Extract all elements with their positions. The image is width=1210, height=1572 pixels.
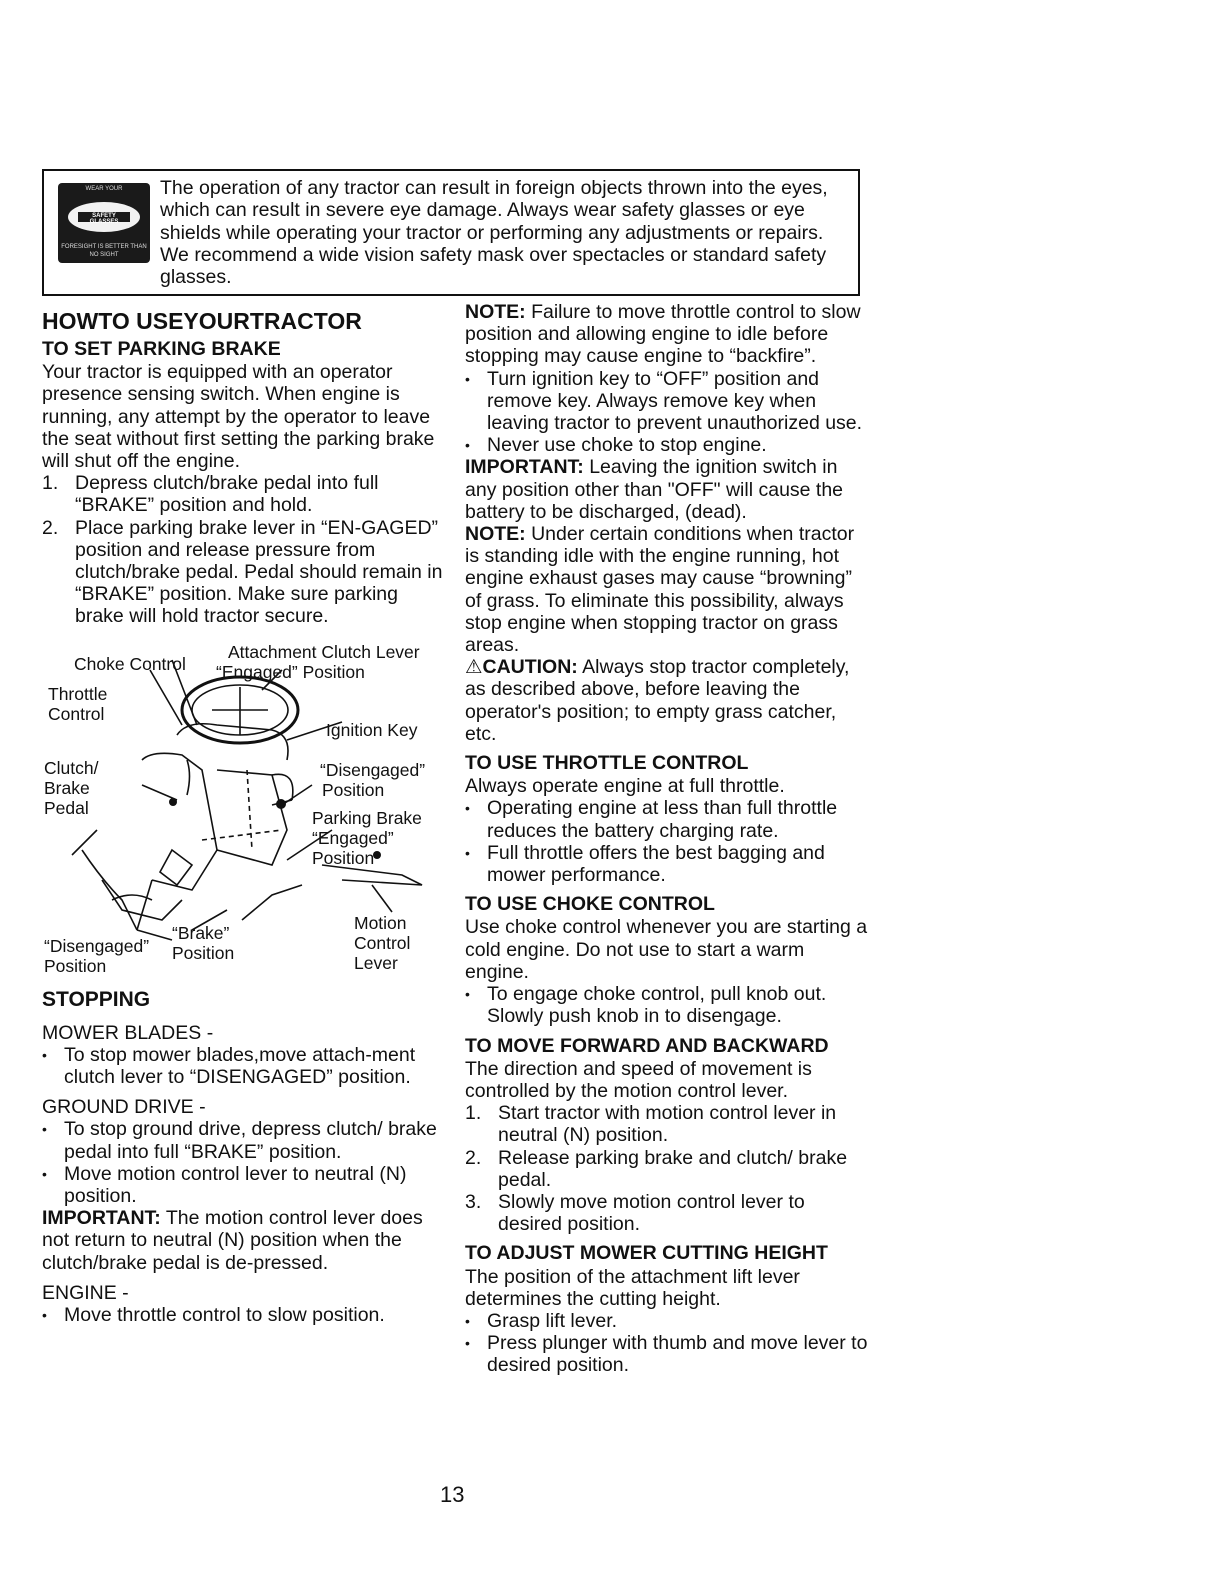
note-text: Under certain conditions when tractor is standing idle with the engine running, hot engine exhaust gases may cause “browning” of grass. To eliminate this possibility, always stop engine when stopping tractor on grass areas. — [465, 523, 855, 657]
list-item: • To engage choke control, pull knob out. Slowly push knob in to disengage. — [465, 983, 827, 1028]
note-text: Failure to move throttle control to slow position and allowing engine to idle before stopping may cause engine to “backfire”. — [465, 301, 861, 368]
bullet-text: To stop mower blades,move attach-ment clutch lever to “DISENGAGED” position. — [64, 1043, 416, 1089]
ground-drive-list — [42, 1118, 444, 1207]
bullet-text: To stop ground drive, depress clutch/ brake pedal into full “BRAKE” position. — [64, 1118, 437, 1163]
move-intro: The direction and speed of movement is controlled by the motion control lever. — [465, 1057, 812, 1102]
list-item: • Never use choke to stop engine. — [465, 434, 767, 457]
label-position: Position — [322, 779, 385, 800]
label-lever: Lever — [354, 952, 398, 973]
icon-badge-text: SAFETY GLASSES — [89, 213, 119, 225]
important-label: IMPORTANT: — [465, 456, 584, 479]
step-text: Depress clutch/brake pedal into full “BRAKE” position and hold. — [75, 472, 379, 517]
label-brake: Brake — [44, 777, 90, 798]
mower-blades-heading: MOWER BLADES - — [42, 1021, 214, 1044]
label-engaged-position: “Engaged” Position — [216, 661, 365, 682]
note-label: NOTE: — [465, 301, 526, 323]
label-clutch: Clutch/ — [44, 757, 99, 778]
step-number: 2. — [42, 516, 59, 539]
label-motion: Motion — [354, 912, 407, 933]
list-item: • To stop ground drive, depress clutch/ brake pedal into full “BRAKE” position. — [42, 1118, 437, 1163]
important-text: Leaving the ignition switch in any position other than "OFF" will cause the battery to be discharged, (dead). — [465, 456, 844, 523]
stopping-heading: STOPPING — [42, 987, 151, 1011]
step-number: 3. — [465, 1190, 482, 1213]
label-throttle: Throttle — [48, 683, 108, 704]
list-item: • Turn ignition key to “OFF” position and remove key. Always remove key when leaving tractor to prevent unauthorized use. — [465, 367, 863, 435]
label-engaged: “Engaged” — [312, 827, 394, 848]
label-brake-position: Position — [172, 942, 235, 963]
choke-heading: TO USE CHOKE CONTROL — [465, 893, 715, 916]
caution-note — [465, 656, 870, 745]
label-disengaged-bottom: “Disengaged” — [44, 935, 150, 956]
note-label: NOTE: — [465, 523, 526, 546]
choke-intro: Use choke control whenever you are starting a cold engine. Do not use to start a warm engine. — [465, 916, 868, 983]
throttle-heading: TO USE THROTTLE CONTROL — [465, 752, 749, 775]
list-item: • Operating engine at less than full throttle reduces the battery charging rate. — [465, 797, 838, 842]
throttle-intro: Always operate engine at full throttle. — [465, 775, 785, 798]
height-list — [465, 1310, 870, 1377]
important-text: The motion control lever does not return to neutral (N) position when the clutch/brake pedal is de-pressed. — [42, 1207, 423, 1274]
bullet-text: Move motion control lever to neutral (N) position. — [64, 1162, 407, 1208]
parking-intro: Your tractor is equipped with an operator presence sensing switch. When engine is running, any attempt by the operator to leave the seat without first setting the parking brake will shut off the engine. — [42, 361, 435, 473]
parking-brake-heading: TO SET PARKING BRAKE — [42, 338, 281, 360]
engine-heading: ENGINE - — [42, 1281, 129, 1304]
bullet-text: Operating engine at less than full throttle reduces the battery charging rate. — [487, 797, 838, 842]
list-item: • Move motion control lever to neutral (N) position. — [42, 1162, 407, 1208]
label-parking-position: Position — [312, 847, 375, 868]
caution-text: Always stop tractor completely, as described above, before leaving the operator's position; to empty grass catcher, etc. — [465, 656, 850, 745]
safety-warning-box — [42, 169, 860, 296]
list-item: • Move throttle control to slow position. — [42, 1304, 385, 1327]
list-item — [465, 1102, 870, 1146]
step-text: Place parking brake lever in “EN-GAGED” position and release pressure from clutch/brake pedal. Pedal should remain in “BRAKE” position. Make sure parking brake will hold tractor secure. — [75, 516, 443, 628]
choke-list — [465, 983, 870, 1027]
note-browning — [465, 523, 870, 656]
list-item — [42, 472, 444, 516]
list-item: • Full throttle offers the best bagging and mower performance. — [465, 841, 825, 887]
label-pedal: Pedal — [44, 797, 89, 818]
label-disengaged: “Disengaged” — [320, 759, 426, 780]
step-number: 2. — [465, 1146, 482, 1169]
warning-text: The operation of any tractor can result in foreign objects thrown into the eyes, which can result in severe eye damage. Always wear safety glasses or eye shields while operating your tractor or performing any adjustments or repairs. We recommend a wide vision safety mask over spectacles or standard safety glasses. — [160, 177, 828, 289]
list-item: • Grasp lift lever. — [465, 1309, 618, 1332]
note-list — [465, 368, 870, 457]
bullet-text: Turn ignition key to “OFF” position and remove key. Always remove key when leaving tractor to prevent unauthorized use. — [487, 367, 863, 435]
ground-drive-heading: GROUND DRIVE - — [42, 1096, 206, 1119]
label-disengaged-position: Position — [44, 955, 107, 976]
bullet-text: To engage choke control, pull knob out. Slowly push knob in to disengage. — [487, 983, 827, 1028]
move-heading: TO MOVE FORWARD AND BACKWARD — [465, 1034, 829, 1057]
height-intro: The position of the attachment lift lever determines the cutting height. — [465, 1265, 800, 1310]
mower-blades-list — [42, 1044, 444, 1088]
bullet-text: Press plunger with thumb and move lever to desired position. — [487, 1332, 868, 1377]
list-item — [42, 517, 444, 628]
label-motion-control: Control — [354, 932, 411, 953]
engine-list — [42, 1304, 444, 1326]
icon-bottom-text: FORESIGHT IS BETTER THAN NO SIGHT — [61, 244, 147, 258]
tractor-controls-figure — [42, 630, 444, 978]
height-heading: TO ADJUST MOWER CUTTING HEIGHT — [465, 1242, 828, 1265]
label-attachment-clutch: Attachment Clutch Lever — [228, 641, 420, 662]
icon-top-text: WEAR YOUR — [85, 186, 123, 192]
label-control: Control — [48, 703, 105, 724]
label-choke-control: Choke Control — [74, 653, 186, 674]
caution-label: ⚠CAUTION: — [465, 656, 578, 679]
label-brake-quoted: “Brake” — [172, 922, 230, 943]
page-number: 13 — [440, 1482, 465, 1507]
list-item: • To stop mower blades,move attach-ment clutch lever to “DISENGAGED” position. — [42, 1043, 416, 1089]
section-title: HOWTO USEYOURTRACTOR — [42, 308, 362, 334]
step-text: Release parking brake and clutch/ brake pedal. — [498, 1146, 848, 1191]
bullet-text: Full throttle offers the best bagging and mower performance. — [487, 841, 825, 887]
list-item: • Press plunger with thumb and move lever to desired position. — [465, 1332, 868, 1377]
important-ignition — [465, 456, 870, 523]
label-parking-brake: Parking Brake — [312, 807, 422, 828]
bullet-text: Never use choke to stop engine. — [487, 434, 767, 457]
bullet-text: Move throttle control to slow position. — [64, 1304, 385, 1327]
step-text: Slowly move motion control lever to desired position. — [498, 1190, 805, 1236]
safety-glasses-icon — [58, 183, 150, 263]
important-note — [42, 1207, 444, 1274]
step-text: Start tractor with motion control lever in neutral (N) position. — [498, 1102, 837, 1147]
throttle-list — [465, 797, 870, 886]
parking-steps — [42, 472, 444, 627]
label-ignition-key: Ignition Key — [326, 719, 418, 740]
list-item — [465, 1191, 870, 1235]
step-number: 1. — [42, 472, 59, 495]
move-steps — [465, 1102, 870, 1235]
right-column — [465, 301, 870, 1377]
bullet-text: Grasp lift lever. — [487, 1309, 618, 1332]
list-item — [465, 1147, 870, 1191]
step-number: 1. — [465, 1102, 482, 1125]
note-backfire — [465, 301, 870, 368]
left-column — [42, 307, 444, 1326]
important-label: IMPORTANT: — [42, 1207, 161, 1230]
